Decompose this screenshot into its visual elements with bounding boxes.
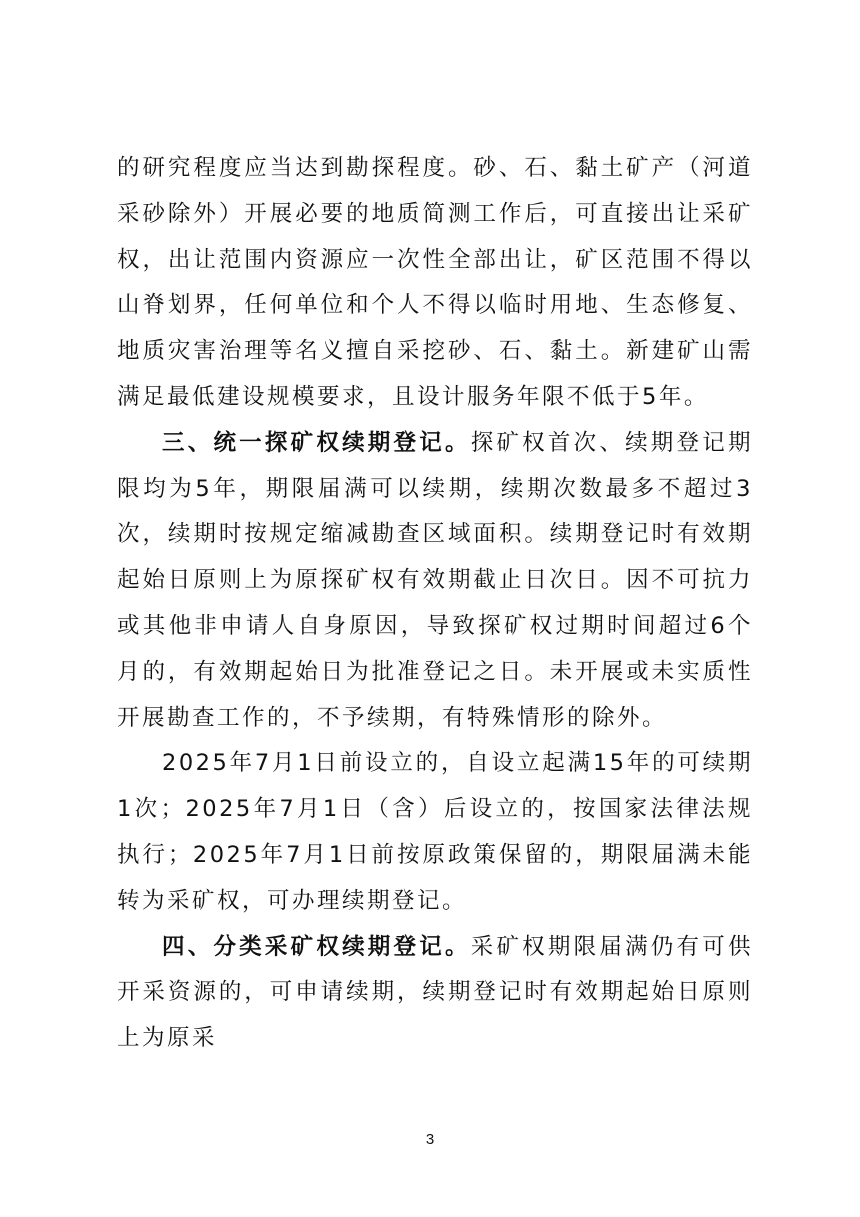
section-heading-mining-renewal: 四、分类采矿权续期登记。 <box>162 933 471 960</box>
paragraph-mining-renewal <box>117 925 753 1062</box>
paragraph-exploration-renewal <box>117 421 753 742</box>
paragraph-continuation <box>117 146 753 421</box>
paragraph-text: 的研究程度应当达到勘探程度。砂、石、黏土矿产（河道采砂除外）开展必要的地质简测工作后，可直接出让采矿权，出让范围内资源应一次性全部出让，矿区范围不得以山脊划界，任何单位和个人不得以临时用地、生态修复、地质灾害治理等名义擅自采挖砂、石、黏土。新建矿山需满足最低建设规模要求，且设计服务年限不低于5年。 <box>117 155 753 410</box>
paragraph-text: 探矿权首次、续期登记期限均为5年，期限届满可以续期，续期次数最多不超过3次，续期时按规定缩减勘查区域面积。续期登记时有效期起始日原则上为原探矿权有效期截止日次日。因不可抗力或其他非申请人自身原因，导致探矿权过期时间超过6个月的，有效期起始日为批准登记之日。未开展或未实质性开展勘查工作的，不予续期，有特殊情形的除外。 <box>117 429 753 731</box>
paragraph-text: 2025年7月1日前设立的，自设立起满15年的可续期1次；2025年7月1日（含）后设立的，按国家法律法规执行；2025年7月1日前按原政策保留的，期限届满未能转为采矿权，可办理续期登记。 <box>117 750 753 914</box>
document-body <box>117 146 753 1062</box>
section-heading-exploration-renewal: 三、统一探矿权续期登记。 <box>162 429 471 456</box>
paragraph-2025-rules <box>117 741 753 924</box>
paragraph-text: 采矿权期限届满仍有可供开采资源的，可申请续期，续期登记时有效期起始日原则上为原采 <box>117 933 753 1052</box>
page-number: 3 <box>425 1131 435 1148</box>
